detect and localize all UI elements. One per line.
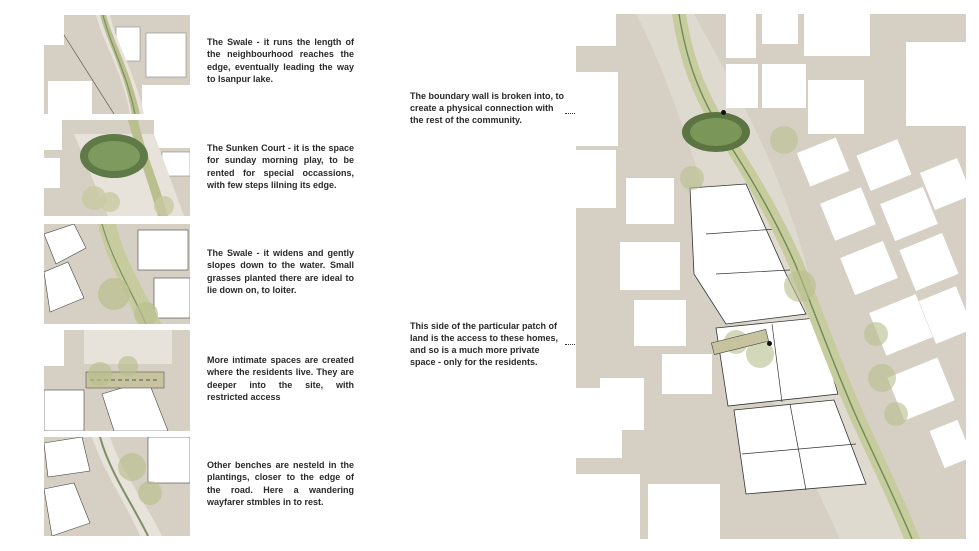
caption-intimate-spaces: More intimate spaces are created where the residents live. They are deeper into the site, with restricted access: [207, 355, 354, 402]
thumbnail-intimate-spaces: [44, 330, 190, 431]
annotation-boundary-wall: The boundary wall is broken into, to create a physical connection with the rest of the community.: [410, 91, 565, 125]
thumbnail-benches: [44, 437, 190, 536]
thumbnail-swale-widens: [44, 224, 190, 324]
thumbnail-sunken-court: [44, 120, 190, 216]
site-plan: [576, 14, 966, 539]
thumbnail-swale-edge: [44, 15, 190, 114]
caption-benches: Other benches are nesteld in the plantings, closer to the edge of the road. Here a wandering wayfarer stmbles in to rest.: [207, 460, 354, 507]
caption-swale-edge: The Swale - it runs the length of the neighbourhood reaches the edge, eventually leading the way to Isanpur lake.: [207, 37, 354, 84]
caption-sunken-court: The Sunken Court - it is the space for sunday morning play, to be rented for special occassions, with few steps lilning its edge.: [207, 143, 354, 190]
marker-boundary-wall: [721, 110, 726, 115]
caption-swale-widens: The Swale - it widens and gently slopes down to the water. Small grasses planted there are ideal to lie down on, to loiter.: [207, 248, 354, 295]
annotation-private-side: This side of the particular patch of land is the access to these homes, and so is a much more private space - only for the residents.: [410, 321, 559, 367]
marker-private-side: [767, 341, 772, 346]
